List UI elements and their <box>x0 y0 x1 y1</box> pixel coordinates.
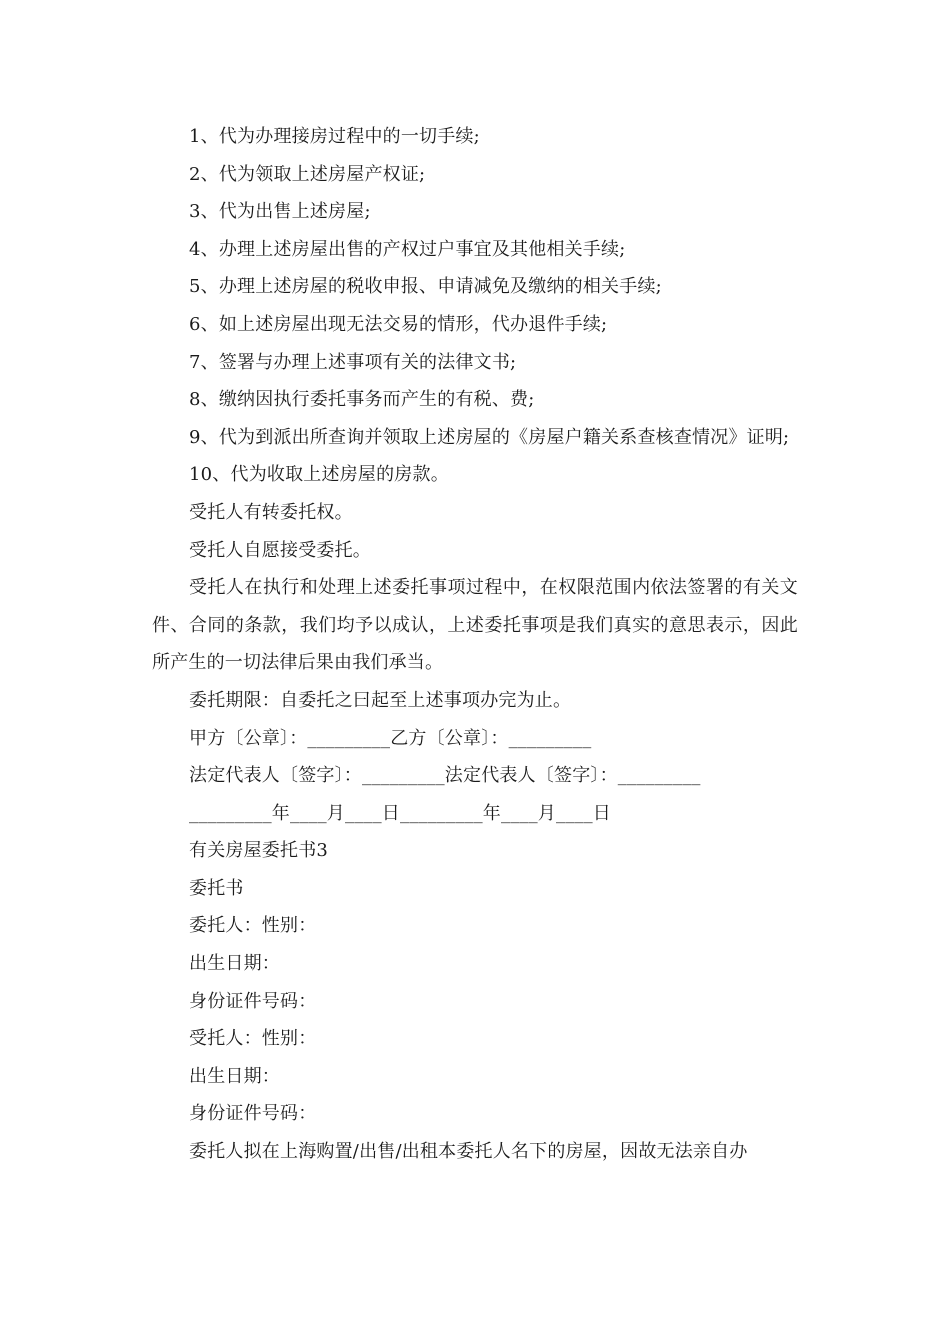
item-9: 9、代为到派出所查询并领取上述房屋的《房屋户籍关系查核查情况》证明; <box>189 426 790 448</box>
date-line: _________年____月____日_________年____月____日 <box>189 802 611 824</box>
agent-id: 身份证件号码： <box>189 1103 317 1125</box>
item-8: 8、缴纳因执行委托事务而产生的有税、费; <box>189 389 535 411</box>
item-4: 4、办理上述房屋出售的产权过户事宜及其他相关手续; <box>189 238 626 260</box>
item-10: 10、代为收取上述房屋的房款。 <box>189 464 449 486</box>
section-title: 有关房屋委托书3 <box>189 840 329 862</box>
principal-id: 身份证件号码： <box>189 990 317 1012</box>
term-clause: 委托期限：自委托之曰起至上述事项办完为止。 <box>189 689 572 711</box>
liability-paragraph: 受托人在执行和处理上述委托事项过程中，在权限范围内依法签署的有关文件、合同的条款，我们均予以成认，上述委托事项是我们真实的意思表示，因此所产生的一切法律后果由我们承当。 <box>152 577 798 674</box>
acceptance-clause: 受托人自愿接受委托。 <box>189 539 371 561</box>
principal-field: 委托人：性别： <box>189 915 317 937</box>
item-3: 3、代为出售上述房屋; <box>189 201 371 223</box>
agent-field: 受托人：性别： <box>189 1028 317 1050</box>
doc-heading: 委托书 <box>189 877 244 899</box>
signature-line: 法定代表人〔签字〕：_________法定代表人〔签字〕：_________ <box>189 765 701 787</box>
item-5: 5、办理上述房屋的税收申报、申请减免及缴纳的相关手续; <box>189 276 662 298</box>
item-2: 2、代为领取上述房屋产权证; <box>189 163 426 185</box>
intro-paragraph: 委托人拟在上海购置/出售/出租本委托人名下的房屋，因故无法亲自办 <box>189 1141 748 1163</box>
seal-line: 甲方〔公章〕：_________乙方〔公章〕：_________ <box>189 727 592 749</box>
agent-birthdate: 出生日期： <box>189 1065 280 1087</box>
document-body <box>152 118 798 1171</box>
item-6: 6、如上述房屋出现无法交易的情形，代办退件手续; <box>189 313 608 335</box>
subdelegation-clause: 受托人有转委托权。 <box>189 501 353 523</box>
item-1: 1、代为办理接房过程中的一切手续; <box>189 126 480 147</box>
item-7: 7、签署与办理上述事项有关的法律文书; <box>189 351 517 373</box>
principal-birthdate: 出生日期： <box>189 953 280 975</box>
